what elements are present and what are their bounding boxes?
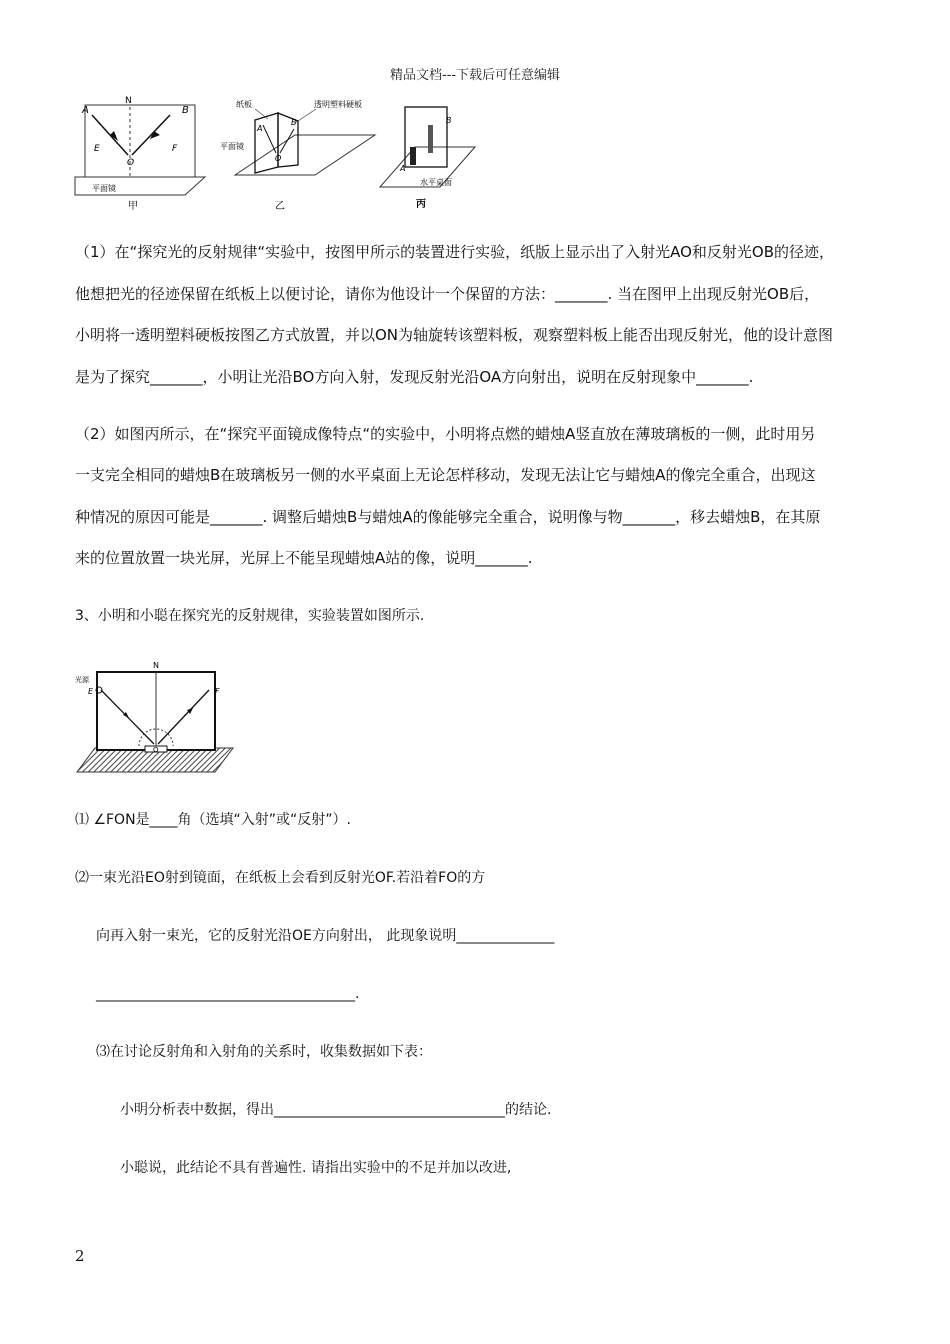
q3-part-2-line-1: ⑵一束光沿EO射到镜面，在纸板上会看到反射光OF.若沿着FO的方 [75, 870, 486, 886]
yi-paper-label: 纸板 [236, 100, 252, 109]
q3-conclusion: 小明分析表中数据，得出_________________________________的结论. [120, 1102, 552, 1118]
yi-mirror-label: 平面镜 [220, 142, 244, 151]
q2-line-3: 种情况的原因可能是_______. 调整后蜡烛B与蜡烛A的像能够完全重合，说明像与物_______，移去蜡烛B，在其原 [75, 508, 821, 526]
q3-part-2-line-2: 向再入射一束光，它的反射光沿OE方向射出， 此现象说明______________ [96, 928, 555, 944]
q3-fig-label-e: E [88, 687, 94, 696]
yi-label-b: B [291, 118, 297, 127]
q3-part-3: ⑶在讨论反射角和入射角的关系时，收集数据如下表： [96, 1044, 432, 1060]
figure-bing [380, 107, 475, 210]
page-number: 2 [75, 1247, 85, 1265]
q1-line-1: （1）在“探究光的反射规律“实验中，按图甲所示的装置进行实验，纸版上显示出了入射光AO和反射光OB的径迹， [75, 243, 834, 261]
q3-fig-light-label: 光源 [75, 676, 89, 684]
figure-q3 [75, 660, 235, 780]
q2-line-1: （2）如图丙所示，在“探究平面镜成像特点“的实验中，小明将点燃的蜡烛A竖直放在薄玻璃板的一侧，此时用另 [75, 425, 816, 443]
q3-critique: 小聪说，此结论不具有普遍性. 请指出实验中的不足并加以改进, [120, 1160, 512, 1176]
q1-line-4: 是为了探究_______，小明让光沿BO方向入射，发现反射光沿OA方向射出，说明在反射现象中_______. [75, 368, 754, 386]
page-header: 精品文档---下载后可任意编辑 [389, 68, 561, 83]
jia-label-o: O [127, 158, 135, 168]
q3-part-1: ⑴ ∠FON是____角（选填“入射”或“反射”）. [75, 812, 352, 828]
yi-label-o: O [275, 154, 282, 163]
q1-line-3: 小明将一透明塑料硬板按图乙方式放置，并以ON为轴旋转该塑料板，观察塑料板上能否出现反射光，他的设计意图 [75, 326, 834, 344]
q3-fig-label-f: F [215, 687, 220, 696]
figure-yi [220, 99, 375, 212]
bing-label-b: B [446, 116, 452, 125]
q3-part-2-line-3: _____________________________________. [96, 986, 360, 1002]
jia-label-a: A [82, 105, 89, 116]
jia-label-n: N [125, 96, 132, 106]
q3-fig-label-n: N [153, 661, 159, 670]
jia-caption: 甲 [128, 201, 138, 212]
bing-table-label: 水平桌面 [420, 178, 452, 187]
bing-label-a: A [400, 164, 406, 173]
yi-label-a: A [257, 124, 263, 133]
yi-plastic-label: 透明塑料硬板 [314, 100, 362, 109]
q3-title: 3、小明和小聪在探究光的反射规律，实验装置如图所示. [75, 608, 425, 624]
jia-mirror-label: 平面镜 [92, 184, 116, 193]
jia-label-e: E [94, 144, 100, 154]
figure-jia [75, 96, 205, 212]
yi-caption: 乙 [275, 201, 285, 212]
q2-line-2: 一支完全相同的蜡烛B在玻璃板另一侧的水平桌面上无论怎样移动，发现无法让它与蜡烛A的像完全重合，出现这 [75, 466, 816, 484]
figure-top [70, 95, 490, 215]
q3-fig-label-o: O [153, 746, 159, 754]
jia-label-b: B [182, 105, 189, 116]
bing-caption: 丙 [416, 199, 426, 210]
q2-line-4: 来的位置放置一块光屏，光屏上不能呈现蜡烛A站的像，说明_______. [75, 549, 533, 567]
jia-label-f: F [172, 144, 178, 154]
q1-line-2: 他想把光的径迹保留在纸板上以便讨论，请你为他设计一个保留的方法：_______. 当在图甲上出现反射光OB后， [75, 285, 820, 303]
